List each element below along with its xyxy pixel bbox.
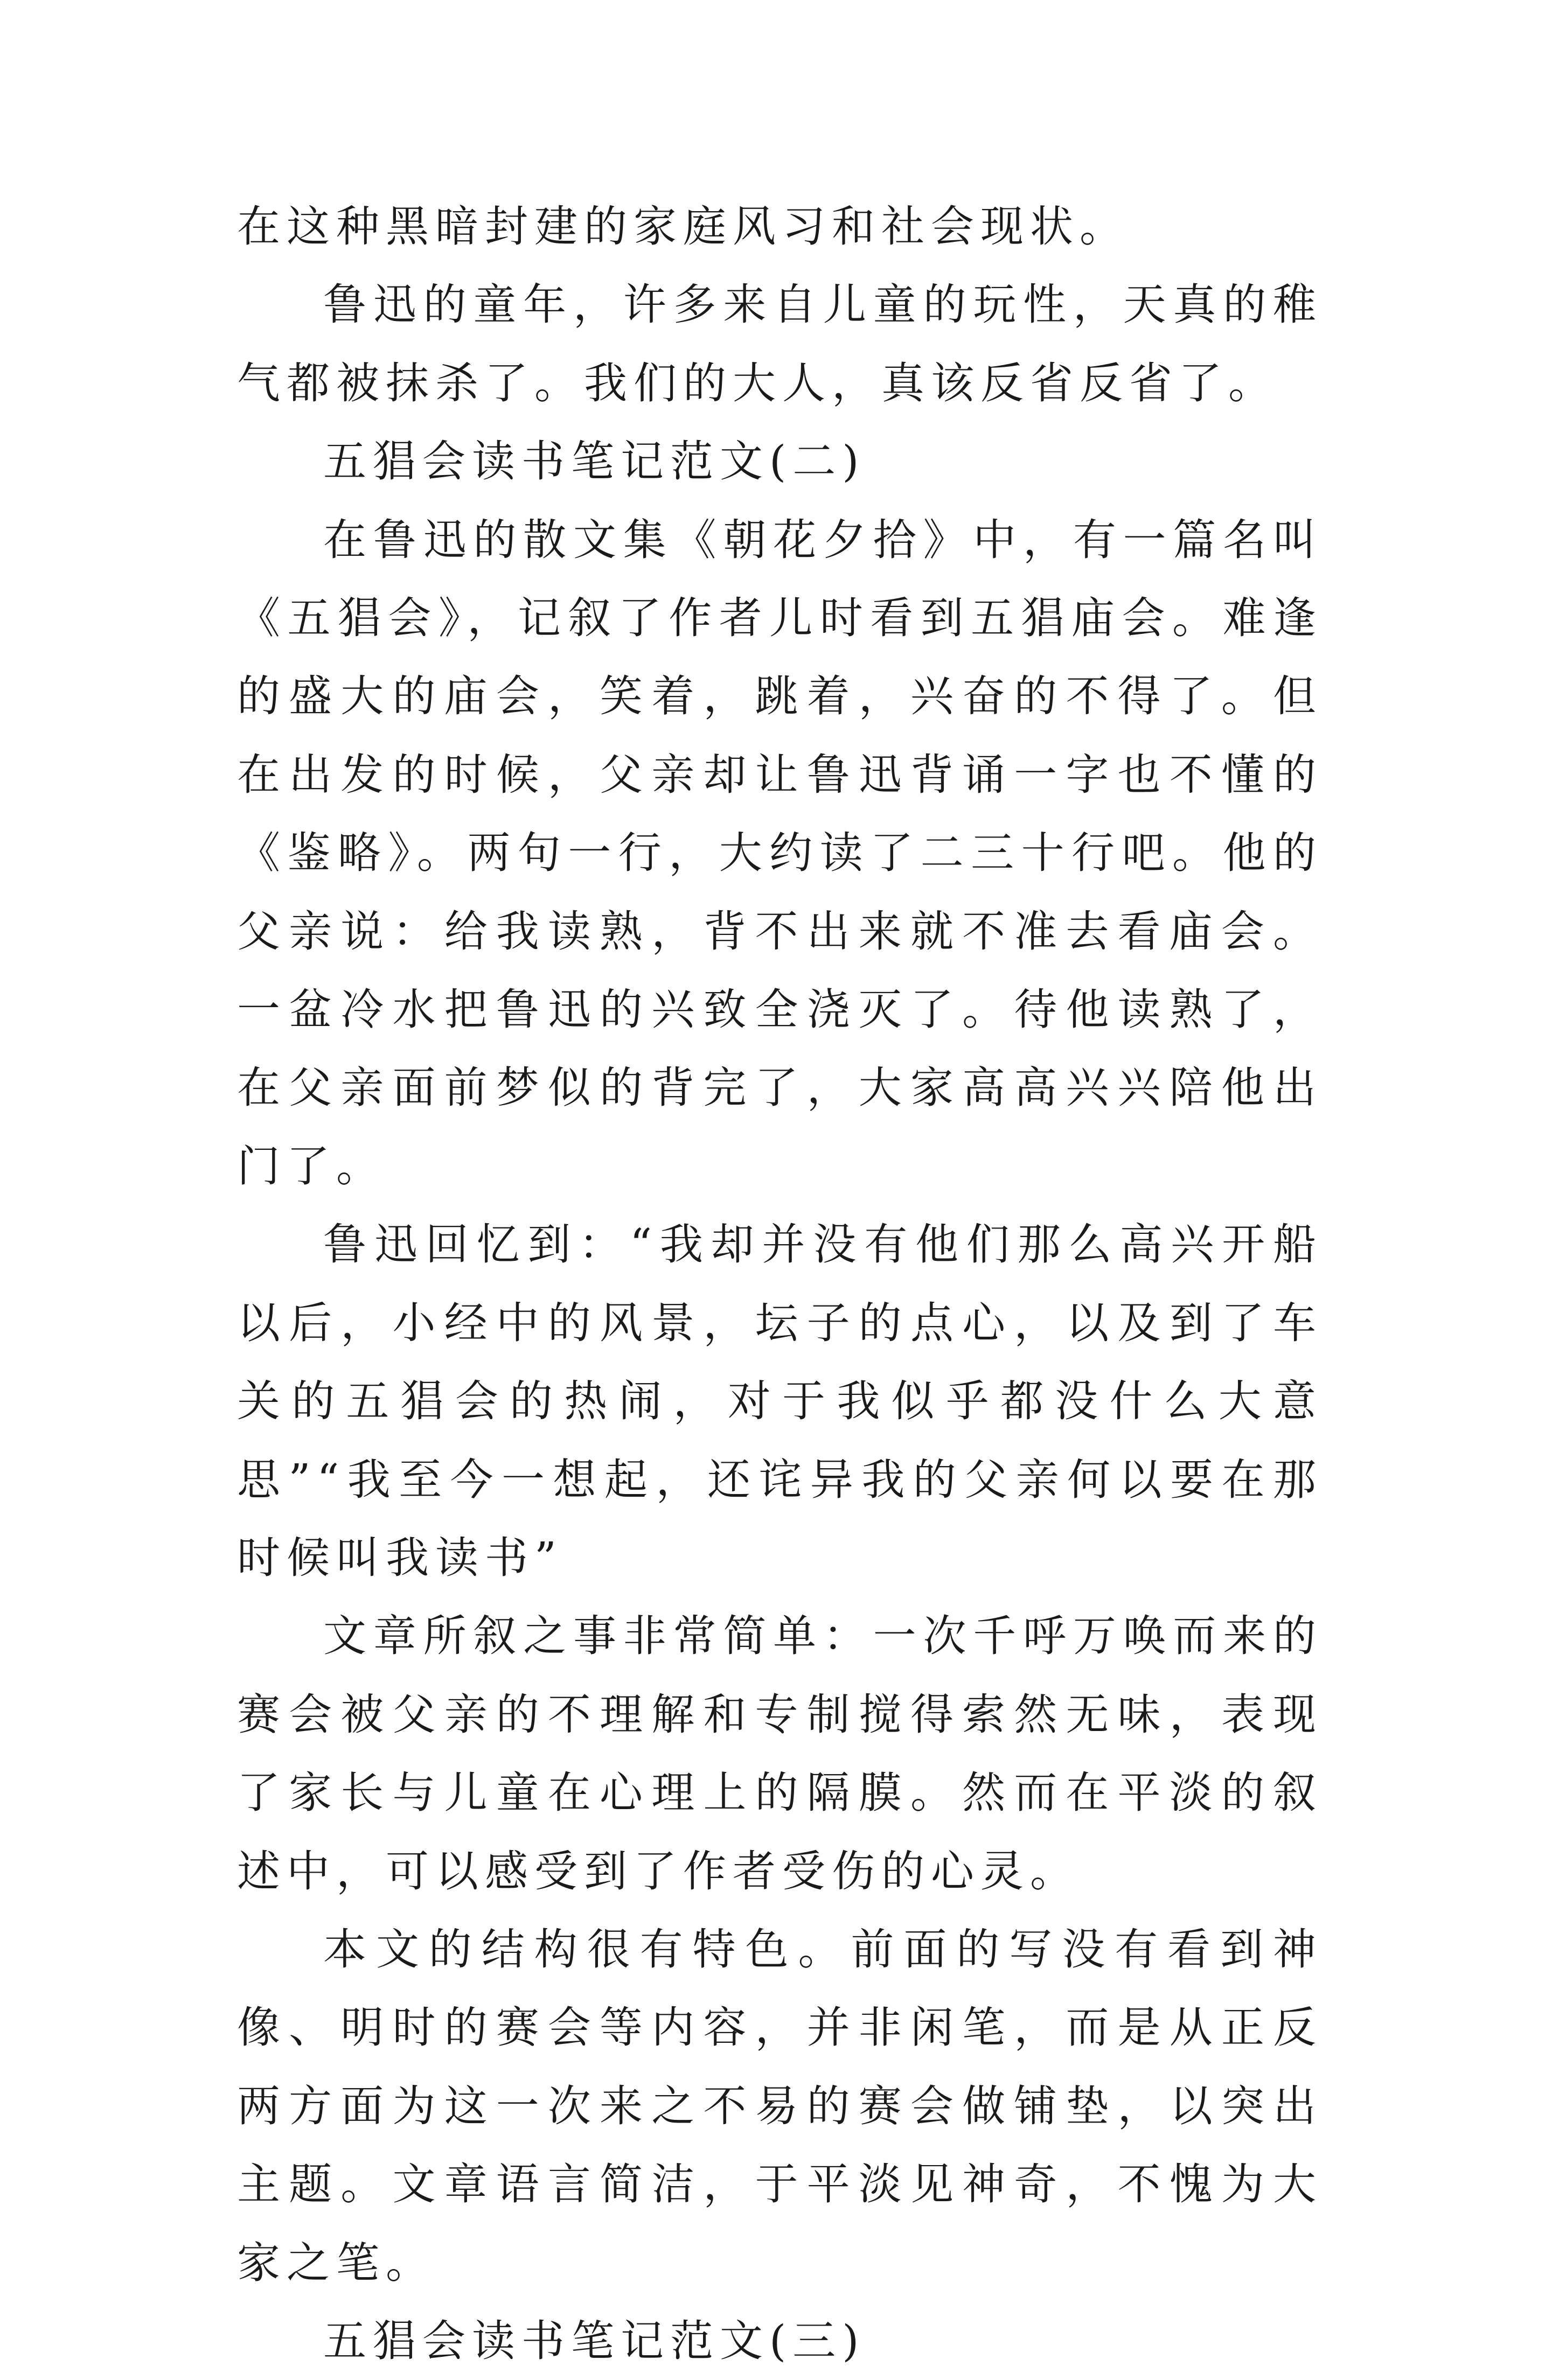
section-heading-2: 五猖会读书笔记范文(二) (323, 436, 866, 487)
paragraph-childhood-reflection: 鲁迅的童年，许多来自儿童的玩性，天真的稚气都被抹杀了。我们的大人，真该反省反省了。 (237, 280, 1323, 408)
paragraph-story-summary: 在鲁迅的散文集《朝花夕拾》中，有一篇名叫《五猖会》，记叙了作者儿时看到五猖庙会。难逢的盛大的庙会，笑着，跳着，兴奋的不得了。但在出发的时候，父亲却让鲁迅背诵一字也不懂的《鉴略》。两句一行，大约读了二三十行吧。他的父亲说：给我读熟，背不出来就不准去看庙会。一盆冷水把鲁迅的兴致全浇灭了。待他读熟了，在父亲面前梦似的背完了，大家高高兴兴陪他出门了。 (237, 514, 1323, 1191)
paragraph-continuation: 在这种黑暗封建的家庭风习和社会现状。 (237, 201, 1129, 252)
paragraph-quotation: 鲁迅回忆到：“我却并没有他们那么高兴开船以后，小经中的风景，坛子的点心，以及到了车关的五猖会的热闹，对于我似乎都没什么大意思”“我至今一想起，还诧异我的父亲何以要在那时候叫我读书” (237, 1219, 1323, 1583)
paragraph-structure: 本文的结构很有特色。前面的写没有看到神像、明时的赛会等内容，并非闲笔，而是从正反两方面为这一次来之不易的赛会做铺垫，以突出主题。文章语言简洁，于平淡见神奇，不愧为大家之笔。 (237, 1924, 1323, 2288)
section-heading-3: 五猖会读书笔记范文(三) (323, 2315, 866, 2366)
paragraph-theme: 文章所叙之事非常简单：一次千呼万唤而来的赛会被父亲的不理解和专制搅得索然无味，表现了家长与儿童在心理上的隔膜。然而在平淡的叙述中，可以感受到了作者受伤的心灵。 (237, 1611, 1323, 1896)
body-text (237, 187, 1323, 2380)
